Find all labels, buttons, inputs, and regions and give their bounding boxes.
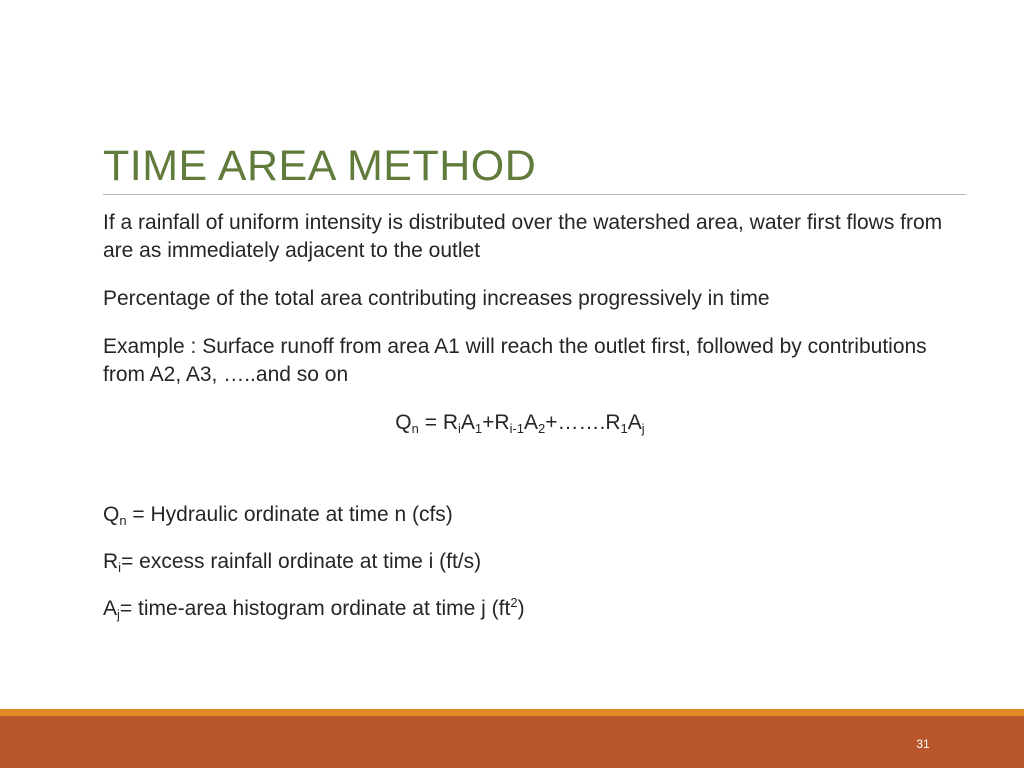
eq-r2-sub: i-1 [509,421,525,436]
def-r-symbol: R [103,550,119,573]
eq-q: Q [395,411,412,434]
def-q-symbol: Q [103,503,120,526]
definition-a [103,595,953,623]
eq-r2: R [494,411,510,434]
paragraph-percentage: Percentage of the total area contributing increases progressively in time [103,287,770,310]
paragraph-example: Example : Surface runoff from area A1 will reach the outlet first, followed by contributions from A2, A3, …..and so on [103,335,927,386]
title-divider [103,194,966,195]
eq-a3-sub: j [641,421,645,436]
page-number: 31 [916,737,930,751]
def-a-symbol: A [103,597,118,620]
def-q-text: = Hydraulic ordinate at time n (cfs) [126,503,453,526]
eq-r3: R [605,411,621,434]
def-a-sub: j [117,607,120,622]
eq-r3-sub: 1 [620,421,628,436]
eq-a2: A [524,411,539,434]
def-r-sub: i [118,560,122,575]
eq-dots: +……. [545,411,606,434]
eq-a3: A [627,411,642,434]
eq-a1-sub: 1 [474,421,483,436]
eq-plus: + [482,411,495,434]
footer-accent-strip [0,709,1024,716]
eq-equals: = [418,411,443,434]
slide-title: TIME AREA METHOD [103,142,537,190]
paragraph-intro: If a rainfall of uniform intensity is distributed over the watershed area, water first flows from are as immediately adjacent to the outlet [103,211,943,262]
footer-bar [0,716,1024,768]
eq-r1: R [442,411,458,434]
def-q-sub: n [119,513,127,528]
definition-q [103,501,953,529]
equation [103,409,937,437]
def-r-text: = excess rainfall ordinate at time i (ft/s) [121,550,482,573]
eq-r1-sub: i [457,421,461,436]
eq-a1: A [460,411,475,434]
def-a-sup: 2 [510,595,518,610]
eq-q-sub: n [411,421,419,436]
def-a-text: = time-area histogram ordinate at time j (ft [119,597,511,620]
eq-a2-sub: 2 [538,421,546,436]
definition-r [103,548,953,576]
def-a-close: ) [517,597,525,620]
